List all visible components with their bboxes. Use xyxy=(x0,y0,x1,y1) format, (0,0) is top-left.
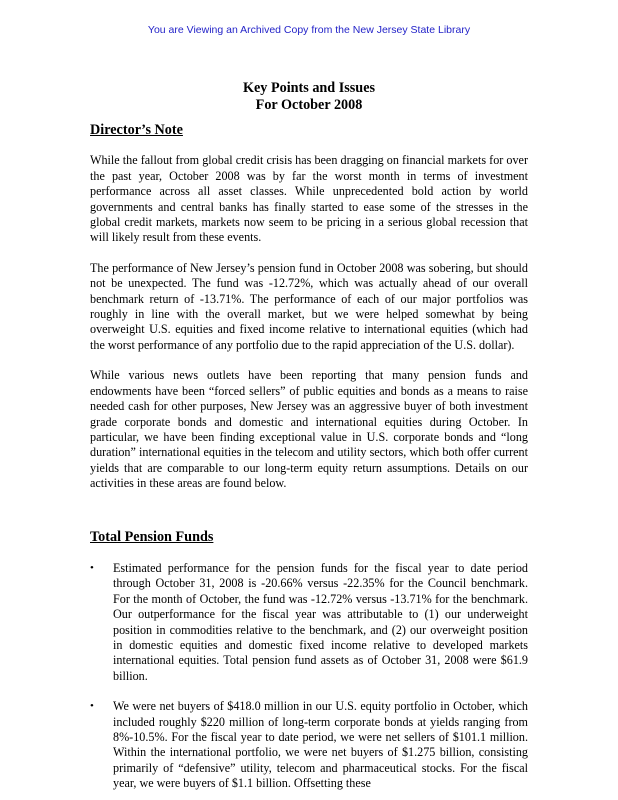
bullet-icon: • xyxy=(90,561,94,574)
section-heading-directors-note: Director’s Note xyxy=(90,122,183,138)
list-item xyxy=(90,699,528,791)
title-line-1: Key Points and Issues xyxy=(242,80,376,96)
list-item-text: We were net buyers of $418.0 million in our U.S. equity portfolio in October, which included roughly $220 million of long-term corporate bonds at yields ranging from 8%-10.5%. For the fiscal year to date period, we were net sellers of $101.1 million. Within the international portfolio, we were net buyers of $1.275 billion, consisting primarily of “defensive” utility, telecom and pharmaceutical stocks. For the fiscal year, we were buyers of $1.1 billion. Offsetting these xyxy=(113,699,528,791)
paragraph: While various news outlets have been reporting that many pension funds and endowments have been “forced sellers” of public equities and bonds as a means to raise needed cash for other purposes, New Jersey was an aggressive buyer of both investment grade corporate bonds and domestic and international equities during October. In particular, we have been finding exceptional value in U.S. corporate bonds and “long duration” international equities in the telecom and utility sectors, which both offer current yields that are comparable to our long-term equity return assumptions. Details on our activities in these areas are found below. xyxy=(90,368,528,491)
bullet-icon: • xyxy=(90,700,94,713)
page-title xyxy=(0,80,618,114)
paragraph: While the fallout from global credit crisis has been dragging on financial markets for over the past year, October 2008 was by far the worst month in terms of investment performance across all asset classes. While unprecedented bold action by world governments and central banks has finally started to ease some of the stresses in the global credit markets, markets now seem to be pricing in a serious global recession that will likely result from these events. xyxy=(90,153,528,245)
paragraph: The performance of New Jersey’s pension fund in October 2008 was sobering, but should not be unexpected. The fund was -12.72%, which was actually ahead of our overall benchmark return of -13.71%. The performance of each of our major portfolios was roughly in line with the overall market, but we were helped somewhat by being overweight U.S. equities and fixed income relative to international equities (which had the worst performance of any portfolio due to the rapid appreciation of the U.S. dollar). xyxy=(90,260,528,352)
bullet-list xyxy=(90,561,528,792)
archive-banner: You are Viewing an Archived Copy from the New Jersey State Library xyxy=(147,24,471,36)
document-body xyxy=(90,123,528,792)
title-line-2: For October 2008 xyxy=(255,97,363,113)
list-item xyxy=(90,561,528,684)
section-heading-total-pension-funds: Total Pension Funds xyxy=(90,528,214,545)
list-item-text: Estimated performance for the pension funds for the fiscal year to date period through October 31, 2008 is -20.66% versus -22.35% for the Council benchmark. For the month of October, the fund was -12.72% versus -13.71% for the benchmark. Our outperformance for the fiscal year was attributable to (1) our underweight position in commodities relative to the benchmark, and (2) our overweight position in domestic equities and domestic fixed income relative to developed markets international equities. Total pension fund assets as of October 31, 2008 were $61.9 billion. xyxy=(113,560,528,683)
